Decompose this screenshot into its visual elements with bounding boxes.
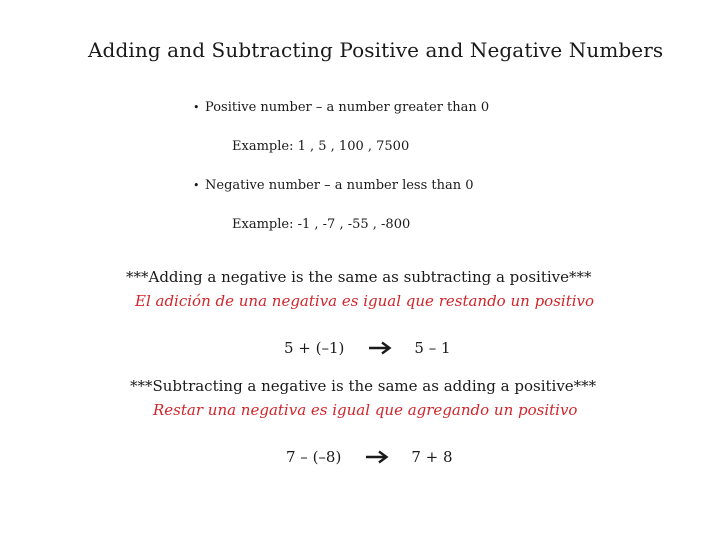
equation-adding-negative bbox=[284, 339, 451, 357]
equation-left: 5 + (–1) bbox=[284, 339, 345, 357]
rule-subtracting-negative-en: ***Subtracting a negative is the same as adding a positive*** bbox=[130, 377, 597, 395]
equation-subtracting-negative bbox=[286, 448, 453, 466]
definition-positive bbox=[193, 100, 489, 115]
definition-negative-text: Negative number – a number less than 0 bbox=[205, 178, 474, 193]
bullet-dot-icon: • bbox=[193, 101, 200, 114]
rule-subtracting-negative-es: Restar una negativa es igual que agregando un positivo bbox=[153, 401, 578, 419]
equation-right: 7 + 8 bbox=[411, 448, 453, 466]
example-negative: Example: -1 , -7 , -55 , -800 bbox=[232, 217, 411, 232]
bullet-dot-icon: • bbox=[193, 179, 200, 192]
equation-right: 5 – 1 bbox=[414, 339, 451, 357]
definition-negative bbox=[193, 178, 474, 193]
slide-title: Adding and Subtracting Positive and Negative Numbers bbox=[88, 38, 664, 62]
rule-adding-negative-en: ***Adding a negative is the same as subtracting a positive*** bbox=[126, 268, 592, 286]
equation-left: 7 – (–8) bbox=[286, 448, 342, 466]
right-arrow-icon bbox=[365, 450, 389, 464]
right-arrow-icon bbox=[368, 341, 392, 355]
rule-adding-negative-es: El adición de una negativa es igual que restando un positivo bbox=[135, 292, 595, 310]
example-positive: Example: 1 , 5 , 100 , 7500 bbox=[232, 139, 410, 154]
definition-positive-text: Positive number – a number greater than 0 bbox=[205, 100, 490, 115]
